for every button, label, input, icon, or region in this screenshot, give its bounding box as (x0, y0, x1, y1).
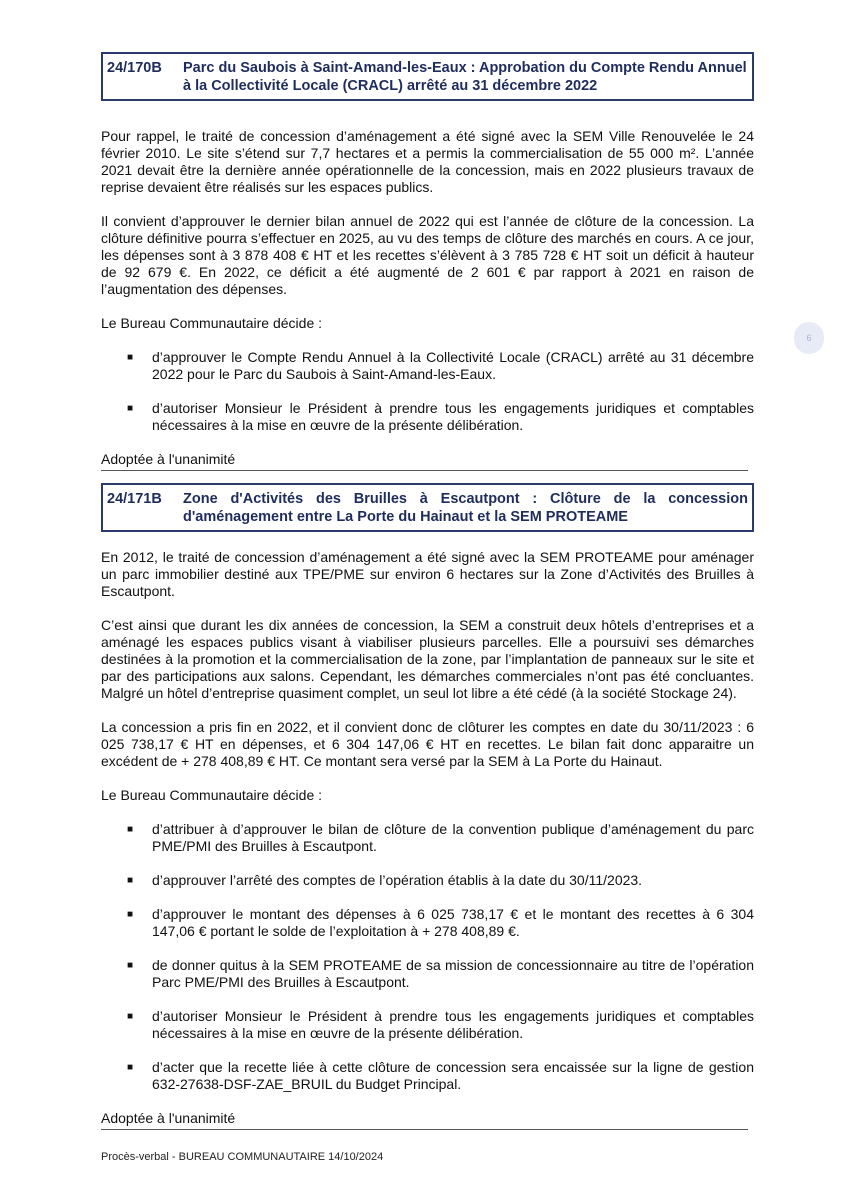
list-item (101, 1008, 754, 1042)
page-footer: Procès-verbal - BUREAU COMMUNAUTAIRE 14/10/2024 (101, 1151, 384, 1163)
decision-intro: Le Bureau Communautaire décide : (101, 787, 323, 803)
paragraph: En 2012, le traité de concession d’aménagement a été signé avec la SEM PROTEAME pour aménager un parc immobilier destiné aux TPE/PME sur environ 6 hectares sur la Zone d’Activités des Bruilles à Escautpont. (101, 549, 754, 599)
list-item-text: d’approuver le Compte Rendu Annuel à la Collectivité Locale (CRACL) arrêté au 31 décembre 2022 pour le Parc du Saubois à Saint-Amand-les-Eaux. (152, 349, 754, 382)
list-item-text: d’approuver l’arrêté des comptes de l’opération établis à la date du 30/11/2023. (152, 872, 643, 888)
list-item (101, 957, 754, 991)
list-item (101, 1059, 754, 1093)
page-side-tab: 6 (794, 322, 824, 354)
list-item (101, 400, 754, 434)
section-heading-24-171b (101, 483, 754, 532)
list-item (101, 872, 754, 889)
paragraph: C’est ainsi que durant les dix années de concession, la SEM a construit deux hôtels d’entreprises et a aménagé les espaces publics visant à viabiliser plusieurs parcelles. Elle a poursuivi ses démarches destinées à la promotion et la commercialisation de la zone, par l’implantation de panneaux sur le site et par des participations aux salons. Cependant, les démarches commerciales n’ont pas été concluantes. Malgré un hôtel d’entreprise quasiment complet, un seul lot libre a été cédé (à la société Stockage 24). (101, 617, 754, 701)
paragraph: Il convient d’approuver le dernier bilan annuel de 2022 qui est l’année de clôture de la concession. La clôture définitive pourra s’effectuer en 2025, au vu des temps de clôture des marchés en cours. A ce jour, les dépenses sont à 3 878 408 € HT et les recettes s’élèvent à 3 785 728 € HT soit un déficit à hauteur de 92 679 €. En 2022, ce déficit a été augmenté de 2 601 € par rapport à 2021 en raison de l’augmentation des dépenses. (101, 213, 754, 297)
section-divider (101, 1129, 748, 1130)
list-item-text: d’attribuer à d’approuver le bilan de clôture de la convention publique d’aménagement du parc PME/PMI des Bruilles à Escautpont. (152, 821, 754, 854)
paragraph: Pour rappel, le traité de concession d’aménagement a été signé avec la SEM Ville Renouvelée le 24 février 2010. Le site s’étend sur 7,7 hectares et a permis la commercialisation de 55 000 m². L’année 2021 devait être la dernière année opérationnelle de la concession, mais en 2022 plusieurs travaux de reprise devaient être réalisés sur les espaces publics. (101, 128, 754, 195)
list-item (101, 349, 754, 383)
bullet-icon: ■ (127, 1011, 134, 1022)
paragraph: La concession a pris fin en 2022, et il convient donc de clôturer les comptes en date du 30/11/2023 : 6 025 738,17 € HT en dépenses, et 6 304 147,06 € HT en recettes. Le bilan fait donc apparaitre un excédent de + 278 408,89 € HT. Ce montant sera versé par la SEM à La Porte du Hainaut. (101, 719, 754, 769)
decision-intro: Le Bureau Communautaire décide : (101, 315, 323, 331)
bullet-icon: ■ (127, 909, 134, 920)
adoption-result: Adoptée à l'unanimité (101, 1110, 236, 1126)
section-number: 24/170B (107, 60, 162, 76)
list-item (101, 821, 754, 855)
adoption-result: Adoptée à l'unanimité (101, 451, 236, 467)
list-item-text: de donner quitus à la SEM PROTEAME de sa mission de concessionnaire au titre de l’opération Parc PME/PMI des Bruilles à Escautpont. (152, 957, 754, 990)
section-number: 24/171B (107, 491, 162, 507)
list-item-text: d’approuver le montant des dépenses à 6 025 738,17 € et le montant des recettes à 6 304 147,06 € portant le solde de l’exploitation à + 278 408,89 €. (152, 906, 754, 939)
section-title: Parc du Saubois à Saint-Amand-les-Eaux : Approbation du Compte Rendu Annuel à la Collectivité Locale (CRACL) arrêté au 31 décembre 2022 (183, 60, 747, 94)
list-item (101, 906, 754, 940)
bullet-icon: ■ (127, 352, 134, 363)
bullet-icon: ■ (127, 960, 134, 971)
bullet-icon: ■ (127, 1062, 134, 1073)
list-item-text: d’autoriser Monsieur le Président à prendre tous les engagements juridiques et comptables nécessaires à la mise en œuvre de la présente délibération. (152, 400, 754, 433)
section-title: Zone d'Activités des Bruilles à Escautpont : Clôture de la concession d'aménagement entre La Porte du Hainaut et la SEM PROTEAME (183, 491, 748, 525)
section-heading-24-170b (101, 52, 754, 101)
bullet-icon: ■ (127, 875, 134, 886)
bullet-icon: ■ (127, 824, 134, 835)
list-item-text: d’autoriser Monsieur le Président à prendre tous les engagements juridiques et comptables nécessaires à la mise en œuvre de la présente délibération. (152, 1008, 754, 1041)
list-item-text: d’acter que la recette liée à cette clôture de concession sera encaissée sur la ligne de gestion 632-27638-DSF-ZAE_BRUIL du Budget Principal. (152, 1059, 754, 1092)
bullet-icon: ■ (127, 403, 134, 414)
document-page (101, 52, 754, 1130)
